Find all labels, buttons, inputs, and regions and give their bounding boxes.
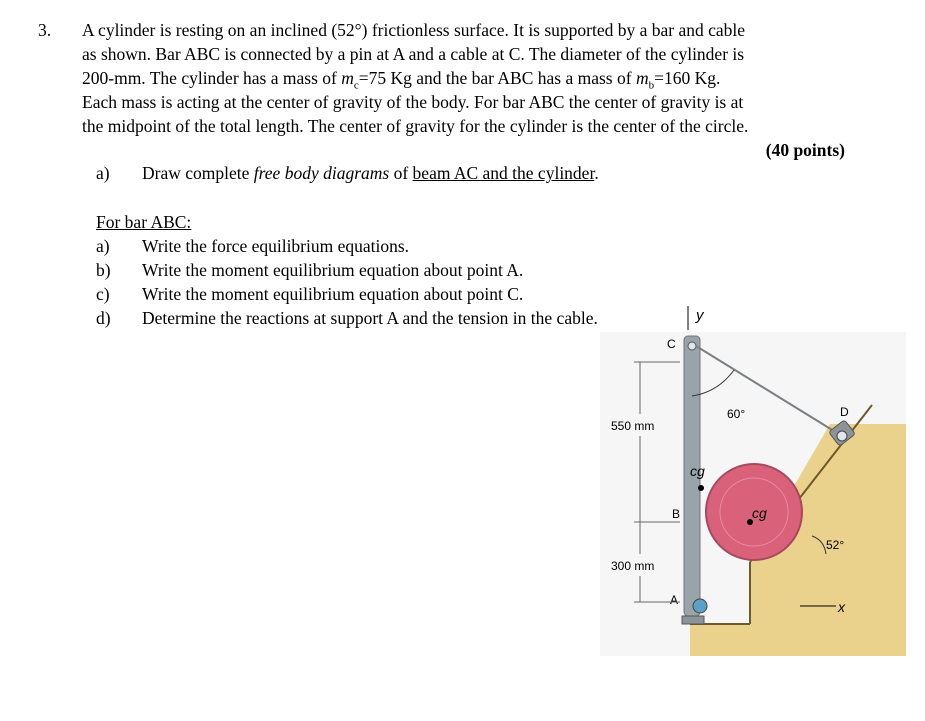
bar-cg-label: cg [690, 463, 705, 479]
figure-svg [600, 300, 912, 660]
part-a-text-before: Draw complete [142, 163, 254, 183]
part-a-italic: free body diagrams [253, 163, 390, 183]
bar-item-text: Determine the reactions at support A and the tension in the cable. [142, 308, 598, 328]
bar-section-heading: For bar ABC: [96, 212, 192, 232]
dim-lower-label: 300 mm [611, 559, 655, 573]
bar-item-label: c) [96, 284, 110, 304]
cylinder-cg-label: cg [752, 505, 767, 521]
label-a: A [670, 593, 679, 607]
pin-c [688, 342, 696, 350]
label-c: C [667, 337, 676, 351]
bar-cg-dot [698, 485, 704, 491]
label-b: B [672, 507, 681, 521]
pin-a [693, 599, 707, 613]
points-label: (40 points) [765, 140, 845, 160]
statement-line-3 [82, 66, 872, 90]
bar-item-b [96, 258, 523, 282]
part-a [96, 161, 599, 185]
part-a-after: . [594, 163, 599, 183]
mass-b-symbol: m [635, 68, 649, 88]
bar-item-a [96, 234, 409, 258]
line3-before: 200-mm. The cylinder has a mass of [82, 68, 342, 88]
bar-item-text: Write the moment equilibrium equation about point A. [142, 260, 524, 280]
bar-item-label: d) [96, 308, 111, 328]
bar-item-text: Write the force equilibrium equations. [142, 236, 410, 256]
part-a-underlined: beam AC and the cylinder [412, 163, 595, 183]
bar-item-label: b) [96, 260, 111, 280]
statement-line-1: A cylinder is resting on an inclined (52°) frictionless surface. It is supported by a bar and cable [82, 20, 746, 40]
x-axis-label: x [838, 599, 845, 615]
part-a-mid: of [389, 163, 413, 183]
incline-angle-label: 52° [826, 538, 845, 552]
pin-d [837, 431, 847, 441]
bar-item-text: Write the moment equilibrium equation about point C. [142, 284, 524, 304]
dim-upper-label: 550 mm [611, 419, 655, 433]
mass-b-value: =160 Kg. [654, 68, 721, 88]
cable-angle-label: 60° [727, 407, 746, 421]
mass-c-symbol: m [341, 68, 354, 88]
problem-number: 3. [38, 20, 52, 40]
mass-c-value: =75 Kg [358, 68, 412, 88]
problem-statement [82, 18, 872, 138]
part-a-label: a) [96, 163, 110, 183]
label-d: D [840, 405, 849, 419]
line3-middle: and the bar ABC has a mass of [411, 68, 636, 88]
statement-line-5: the midpoint of the total length. The center of gravity for the cylinder is the center of the circle. [82, 116, 749, 136]
bar-item-d [96, 306, 598, 330]
mass-b-sub: b [648, 79, 655, 92]
bar-item-label: a) [96, 236, 110, 256]
statement-line-4: Each mass is acting at the center of gravity of the body. For bar ABC the center of gravity is at [82, 92, 744, 112]
figure [600, 300, 912, 660]
y-axis-label: y [696, 307, 704, 324]
support-a-base [682, 616, 704, 624]
bar-item-c [96, 282, 523, 306]
statement-line-2: as shown. Bar ABC is connected by a pin at A and a cable at C. The diameter of the cylinder is [82, 44, 745, 64]
mass-c-sub: c [353, 79, 359, 92]
